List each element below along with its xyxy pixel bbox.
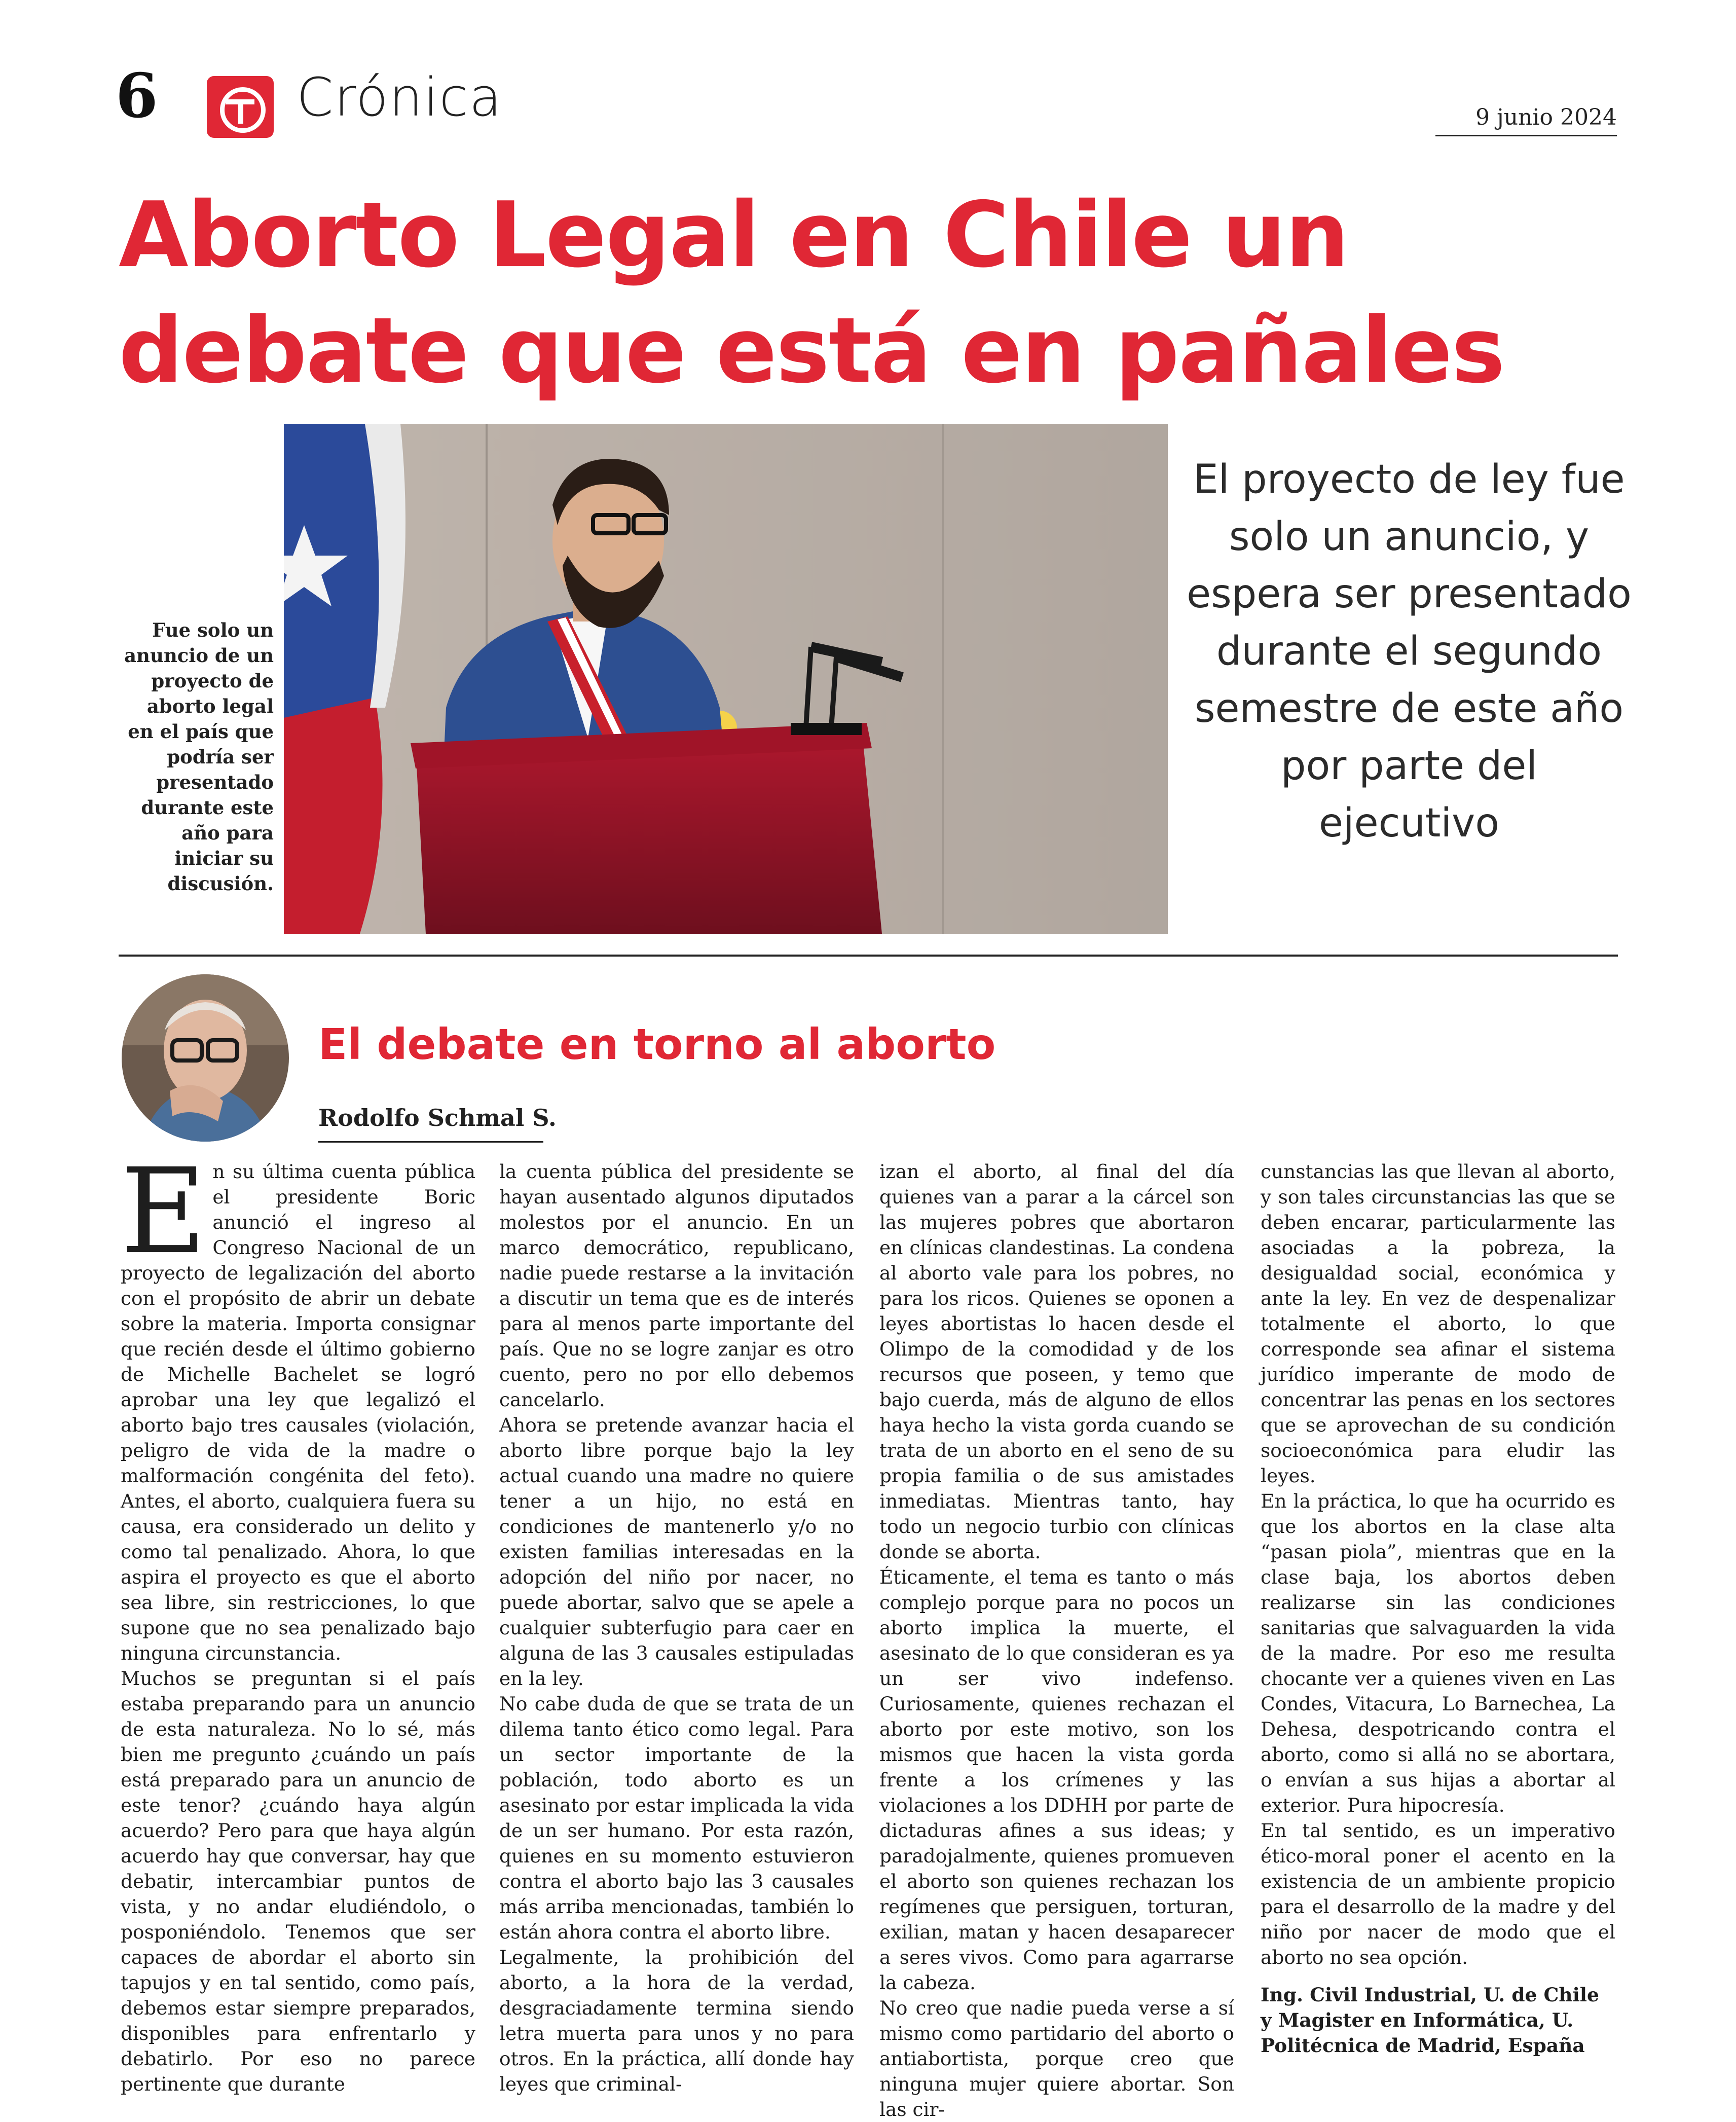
author-name: Rodolfo Schmal S. [318, 1104, 557, 1131]
section-title: Crónica [297, 66, 503, 128]
paragraph: Legalmente, la prohibición del aborto, a la hora de la verdad, desgraciadamente termina siendo letra muerta para unos y no para otros. En la práctica, allí donde hay leyes que criminal- [499, 1946, 854, 2095]
paragraph: cunstancias las que llevan al aborto, y son tales circunstancias las que se deben encarar, particularmente las asociadas a la pobreza, la desigualdad social, económica y ante la ley. En vez de despenalizar totalmente el aborto, lo que corresponde sea afinar el sistema jurídico imperante de modo de concentrar las penas en los sectores que se aprovechan de su condición socioeconómica para eludir las leyes. [1261, 1160, 1615, 1487]
body-column-2 [499, 1159, 854, 2097]
newspaper-logo [207, 76, 274, 138]
paragraph: Muchos se preguntan si el país estaba preparando para un anuncio de esta naturaleza. No lo sé, más bien me pregunto ¿cuándo un país está preparado para un anuncio de este tenor? ¿cuándo haya algún acuerdo? Pero para que haya algún acuerdo hay que conversar, hay que debatir, intercambiar puntos de vista, y no andar eludiéndolo, o posponiéndolo. Tenemos que ser capaces de abordar el aborto sin tapujos y en tal sentido, como país, debemos estar siempre preparados, disponibles para enfrentarlo y debatirlo. Por eso no parece pertinente que durante [121, 1667, 475, 2095]
paragraph: No cabe duda de que se trata de un dilema tanto ético como legal. Para un sector importante de la población, todo aborto es un asesinato por estar implicada la vida de un ser humano. Por esta razón, quienes en su momento estuvieron contra el aborto bajo las 3 causales más arriba mencionadas, también lo están ahora contra el aborto libre. [499, 1693, 854, 1943]
page-number: 6 [116, 60, 158, 132]
paragraph: En tal sentido, es un imperativo ético-moral poner el acento en la existencia de un ambiente propicio para el desarrollo de la madre y del niño por nacer de modo que el aborto no sea opción. [1261, 1819, 1615, 1968]
byline-underline [318, 1141, 543, 1143]
issue-date: 9 junio 2024 [1475, 104, 1617, 130]
paragraph [121, 1143, 475, 1666]
body-column-3 [879, 1159, 1234, 2122]
headline [119, 177, 1639, 409]
pull-quote: El proyecto de ley fue solo un anuncio, y espera ser presentado durante el segundo semestre de este año por parte del ejecutivo [1187, 457, 1632, 846]
drop-cap: E [121, 1143, 207, 1280]
paragraph: En la práctica, lo que ha ocurrido es que los abortos en la clase alta “pasan piola”, mientras que en la clase baja, los abortos deben realizarse sin las condiciones sanitarias que salvaguarden la vida de la madre. Por eso me resulta chocante ver a quienes viven en Las Condes, Vitacura, Lo Barnechea, La Dehesa, despotricando contra el aborto, como si allá no se abortara, o envían a sus hijas a abortar al exterior. Pura hipocresía. [1261, 1490, 1615, 1816]
body-column-4 [1261, 1159, 1615, 2058]
paragraph: No creo que nadie pueda verse a sí mismo como partidario del aborto o antiabortista, porque creo que ninguna mujer quiere abortar. Son las cir- [879, 1997, 1234, 2120]
headline-line-2: debate que está en pañales [119, 298, 1504, 403]
paragraph: Ahora se pretende avanzar hacia el aborto libre porque bajo la ley actual cuando una madre no quiere tener a un hijo, no está en condiciones de mantenerlo y/o no existen familias interesadas en la adopción del niño por nacer, no puede abortar, salvo que se apele a cualquier subterfugio para caer en alguna de las 3 causales estipuladas en la ley. [499, 1414, 854, 1690]
headline-line-1: Aborto Legal en Chile un [119, 182, 1349, 287]
body-column-1 [121, 1143, 475, 2097]
date-underline [1435, 135, 1617, 136]
section-divider [119, 955, 1618, 957]
paragraph: la cuenta pública del presidente se hayan ausentado algunos diputados molestos por el anuncio. En un marco democrático, republicano, nadie puede restarse a la invitación a discutir un tema que es de interés para al menos parte importante del país. Que no se logre zanjar es otro cuento, pero no por ello debemos cancelarlo. [499, 1160, 854, 1411]
column-title: El debate en torno al aborto [318, 1019, 996, 1069]
main-photo [284, 424, 1168, 934]
author-avatar [122, 974, 289, 1142]
paragraph: Éticamente, el tema es tanto o más complejo porque para no pocos un aborto implica la muerte, el asesinato de lo que consideran es ya un ser vivo indefenso. Curiosamente, quienes rechazan el aborto por este motivo, son los mismos que hacen la vista gorda frente a los crímenes y las violaciones a los DDHH por parte de dictaduras afines a sus ideas; y paradojalmente, quienes promueven el aborto son quienes rechazan los regímenes que persiguen, torturan, exilian, matan y hacen desaparecer a seres vivos. Como para agarrarse la cabeza. [879, 1566, 1234, 1994]
photo-caption: Fue solo un anuncio de un proyecto de aborto legal en el país que podría ser presentado durante este año para iniciar su discusión. [124, 619, 274, 895]
author-credentials: Ing. Civil Industrial, U. de Chile y Magister en Informática, U. Politécnica de Madrid, España [1261, 1984, 1599, 2057]
paragraph-text: n su última cuenta pública el presidente Boric anunció el ingreso al Congreso Nacional de un proyecto de legalización del aborto con el propósito de abrir un debate sobre la materia. Importa consignar que recién desde el último gobierno de Michelle Bachelet se logró aprobar una ley que legalizó el aborto bajo tres causales (violación, peligro de vida de la madre o malformación congénita del feto). Antes, el aborto, cualquiera fuera su causa, era considerado un delito y como tal penalizado. Ahora, lo que aspira el proyecto es que el aborto sea libre, sin restricciones, lo que supone que no sea penalizado bajo ninguna circunstancia. [121, 1160, 475, 1664]
paragraph: izan el aborto, al final del día quienes van a parar a la cárcel son las mujeres pobres que abortaron en clínicas clandestinas. La condena al aborto vale para los pobres, no para los ricos. Quienes se oponen a leyes abortistas lo hacen desde el Olimpo de la comodidad y de los recursos que poseen, y temo que bajo cuerda, más de alguno de ellos haya hecho la vista gorda cuando se trata de un aborto en el seno de su propia familia o de sus amistades inmediatas. Mientras tanto, hay todo un negocio turbio con clínicas donde se aborta. [879, 1160, 1234, 1563]
